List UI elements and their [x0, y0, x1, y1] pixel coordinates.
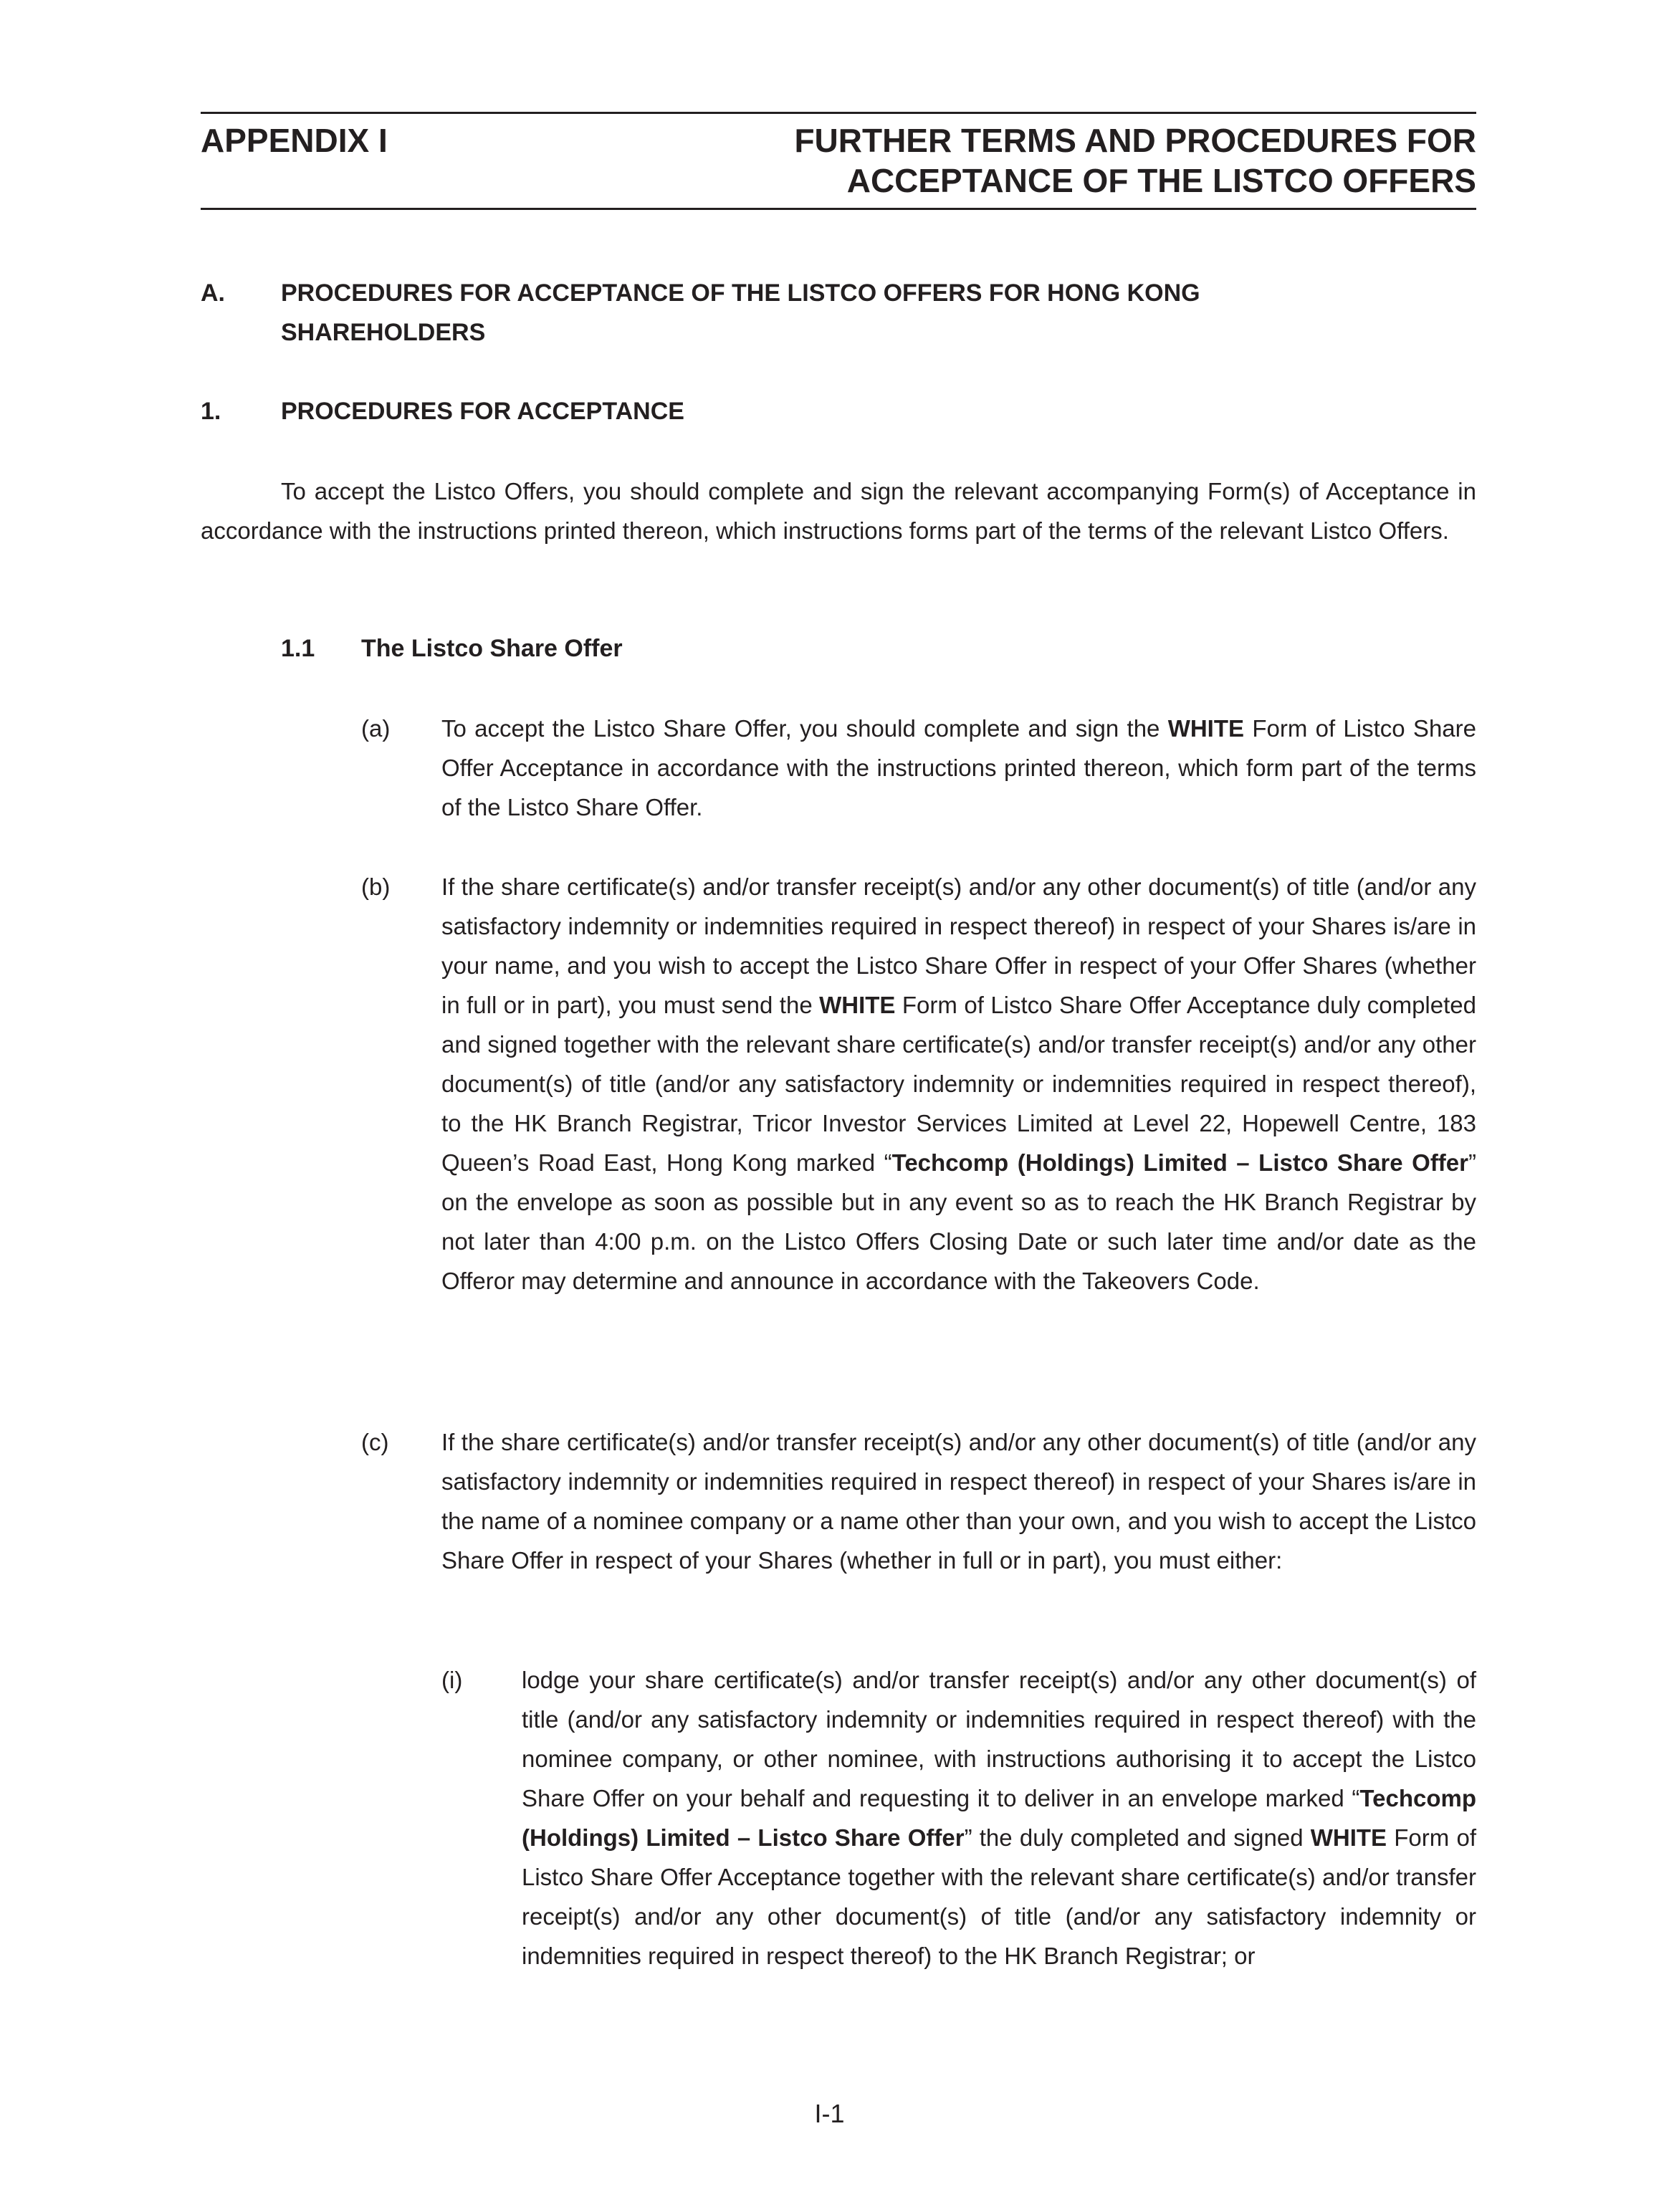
list-item-c-i-label: (i) [441, 1667, 463, 1693]
header-top-rule [201, 112, 1476, 114]
section-1-1-number: 1.1 [281, 635, 315, 662]
list-item-b-label: (b) [361, 873, 391, 900]
section-1-1-title: The Listco Share Offer [361, 635, 623, 662]
list-item-c-i-text [522, 1660, 1476, 1976]
list-item-a-text-1: To accept the Listco Share Offer, you should complete and sign the [441, 715, 1168, 742]
section-a-heading [201, 274, 1476, 353]
header-bottom-rule [201, 208, 1476, 210]
list-item-b-bold-marking: Techcomp (Holdings) Limited – Listco Share Offer [891, 1149, 1468, 1176]
appendix-title [545, 120, 1476, 201]
appendix-title-line2: ACCEPTANCE OF THE LISTCO OFFERS [846, 162, 1476, 199]
list-item-c-label: (c) [361, 1429, 389, 1455]
list-item-a-bold-white: WHITE [1167, 715, 1245, 742]
list-item-b-text [441, 867, 1476, 1301]
list-item-a-text [441, 709, 1476, 827]
list-item-b-text-2: Form of Listco Share Offer Acceptance duly completed and signed together with the relevant share certificate(s) and/or transfer receipt(s) and/or any other document(s) of title (and/or any satisfactory indemnity or indemnities required in respect thereof), to the HK Branch Registrar, Tricor Investor Services Limited at Level 22, Hopewell Centre, 183 Queen’s Road East, Hong Kong marked “ [441, 992, 1476, 1176]
section-1-number: 1. [201, 398, 221, 425]
list-item-c-i-bold-white: WHITE [1310, 1824, 1387, 1851]
list-item-c-text: If the share certificate(s) and/or transfer receipt(s) and/or any other document(s) of title (and/or any satisfactory indemnity or indemnities required in respect thereof) in respect of your Shares is/are in the name of a nominee company or a name other than your own, and you wish to accept the Listco Share Offer in respect of your Shares (whether in full or in part), you must either: [441, 1429, 1476, 1574]
section-a-title: PROCEDURES FOR ACCEPTANCE OF THE LISTCO OFFERS FOR HONG KONG SHAREHOLDERS [281, 279, 1200, 346]
section-a-number: A. [201, 279, 225, 307]
list-item-c-i-text-2: ” the duly completed and signed [964, 1824, 1311, 1851]
appendix-label: APPENDIX I [201, 122, 388, 159]
appendix-title-line1: FURTHER TERMS AND PROCEDURES FOR [794, 122, 1476, 159]
list-item-c-i-text-3: Form of Listco Share Offer Acceptance together with the relevant share certificate(s) and/or transfer receipt(s) and/or any other document(s) of title (and/or any satisfactory indemnity or indemnities required in respect thereof) to the HK Branch Registrar; or [522, 1824, 1476, 1969]
intro-paragraph: To accept the Listco Offers, you should complete and sign the relevant accompanying Form(s) of Acceptance in accordance with the instructions printed thereon, which instructions forms part of the terms of the relevant Listco Offers. [201, 478, 1476, 544]
list-item-c-i-bold-marking: Techcomp (Holdings) Limited – Listco Share Offer [522, 1785, 1476, 1851]
section-1-1-heading [281, 629, 1476, 669]
list-item-a-label: (a) [361, 715, 391, 742]
section-1-heading [201, 392, 1476, 431]
page-number: I-1 [814, 2099, 845, 2128]
list-item-b-text-3: ” on the envelope as soon as possible but in any event so as to reach the HK Branch Registrar by not later than 4:00 p.m. on the Listco Offers Closing Date or such later time and/or date as the Offeror may determine and announce in accordance with the Takeovers Code. [441, 1149, 1476, 1294]
list-item-b-bold-white: WHITE [819, 992, 896, 1018]
list-item-b-text-1: If the share certificate(s) and/or transfer receipt(s) and/or any other document(s) of title (and/or any satisfactory indemnity or indemnities required in respect thereof) in respect of your Shares is/are in your name, and you wish to accept the Listco Share Offer in respect of your Offer Shares (whether in full or in part), you must send the [441, 873, 1476, 1018]
list-item-a-text-2: Form of Listco Share Offer Acceptance in accordance with the instructions printed thereon, which form part of the terms of the Listco Share Offer. [441, 715, 1476, 820]
section-1-title: PROCEDURES FOR ACCEPTANCE [281, 398, 684, 425]
list-item-c-i-text-1: lodge your share certificate(s) and/or transfer receipt(s) and/or any other document(s) of title (and/or any satisfactory indemnity or indemnities required in respect thereof) with the nominee company, or other nominee, with instructions authorising it to accept the Listco Share Offer on your behalf and requesting it to deliver in an envelope marked “ [522, 1667, 1476, 1811]
